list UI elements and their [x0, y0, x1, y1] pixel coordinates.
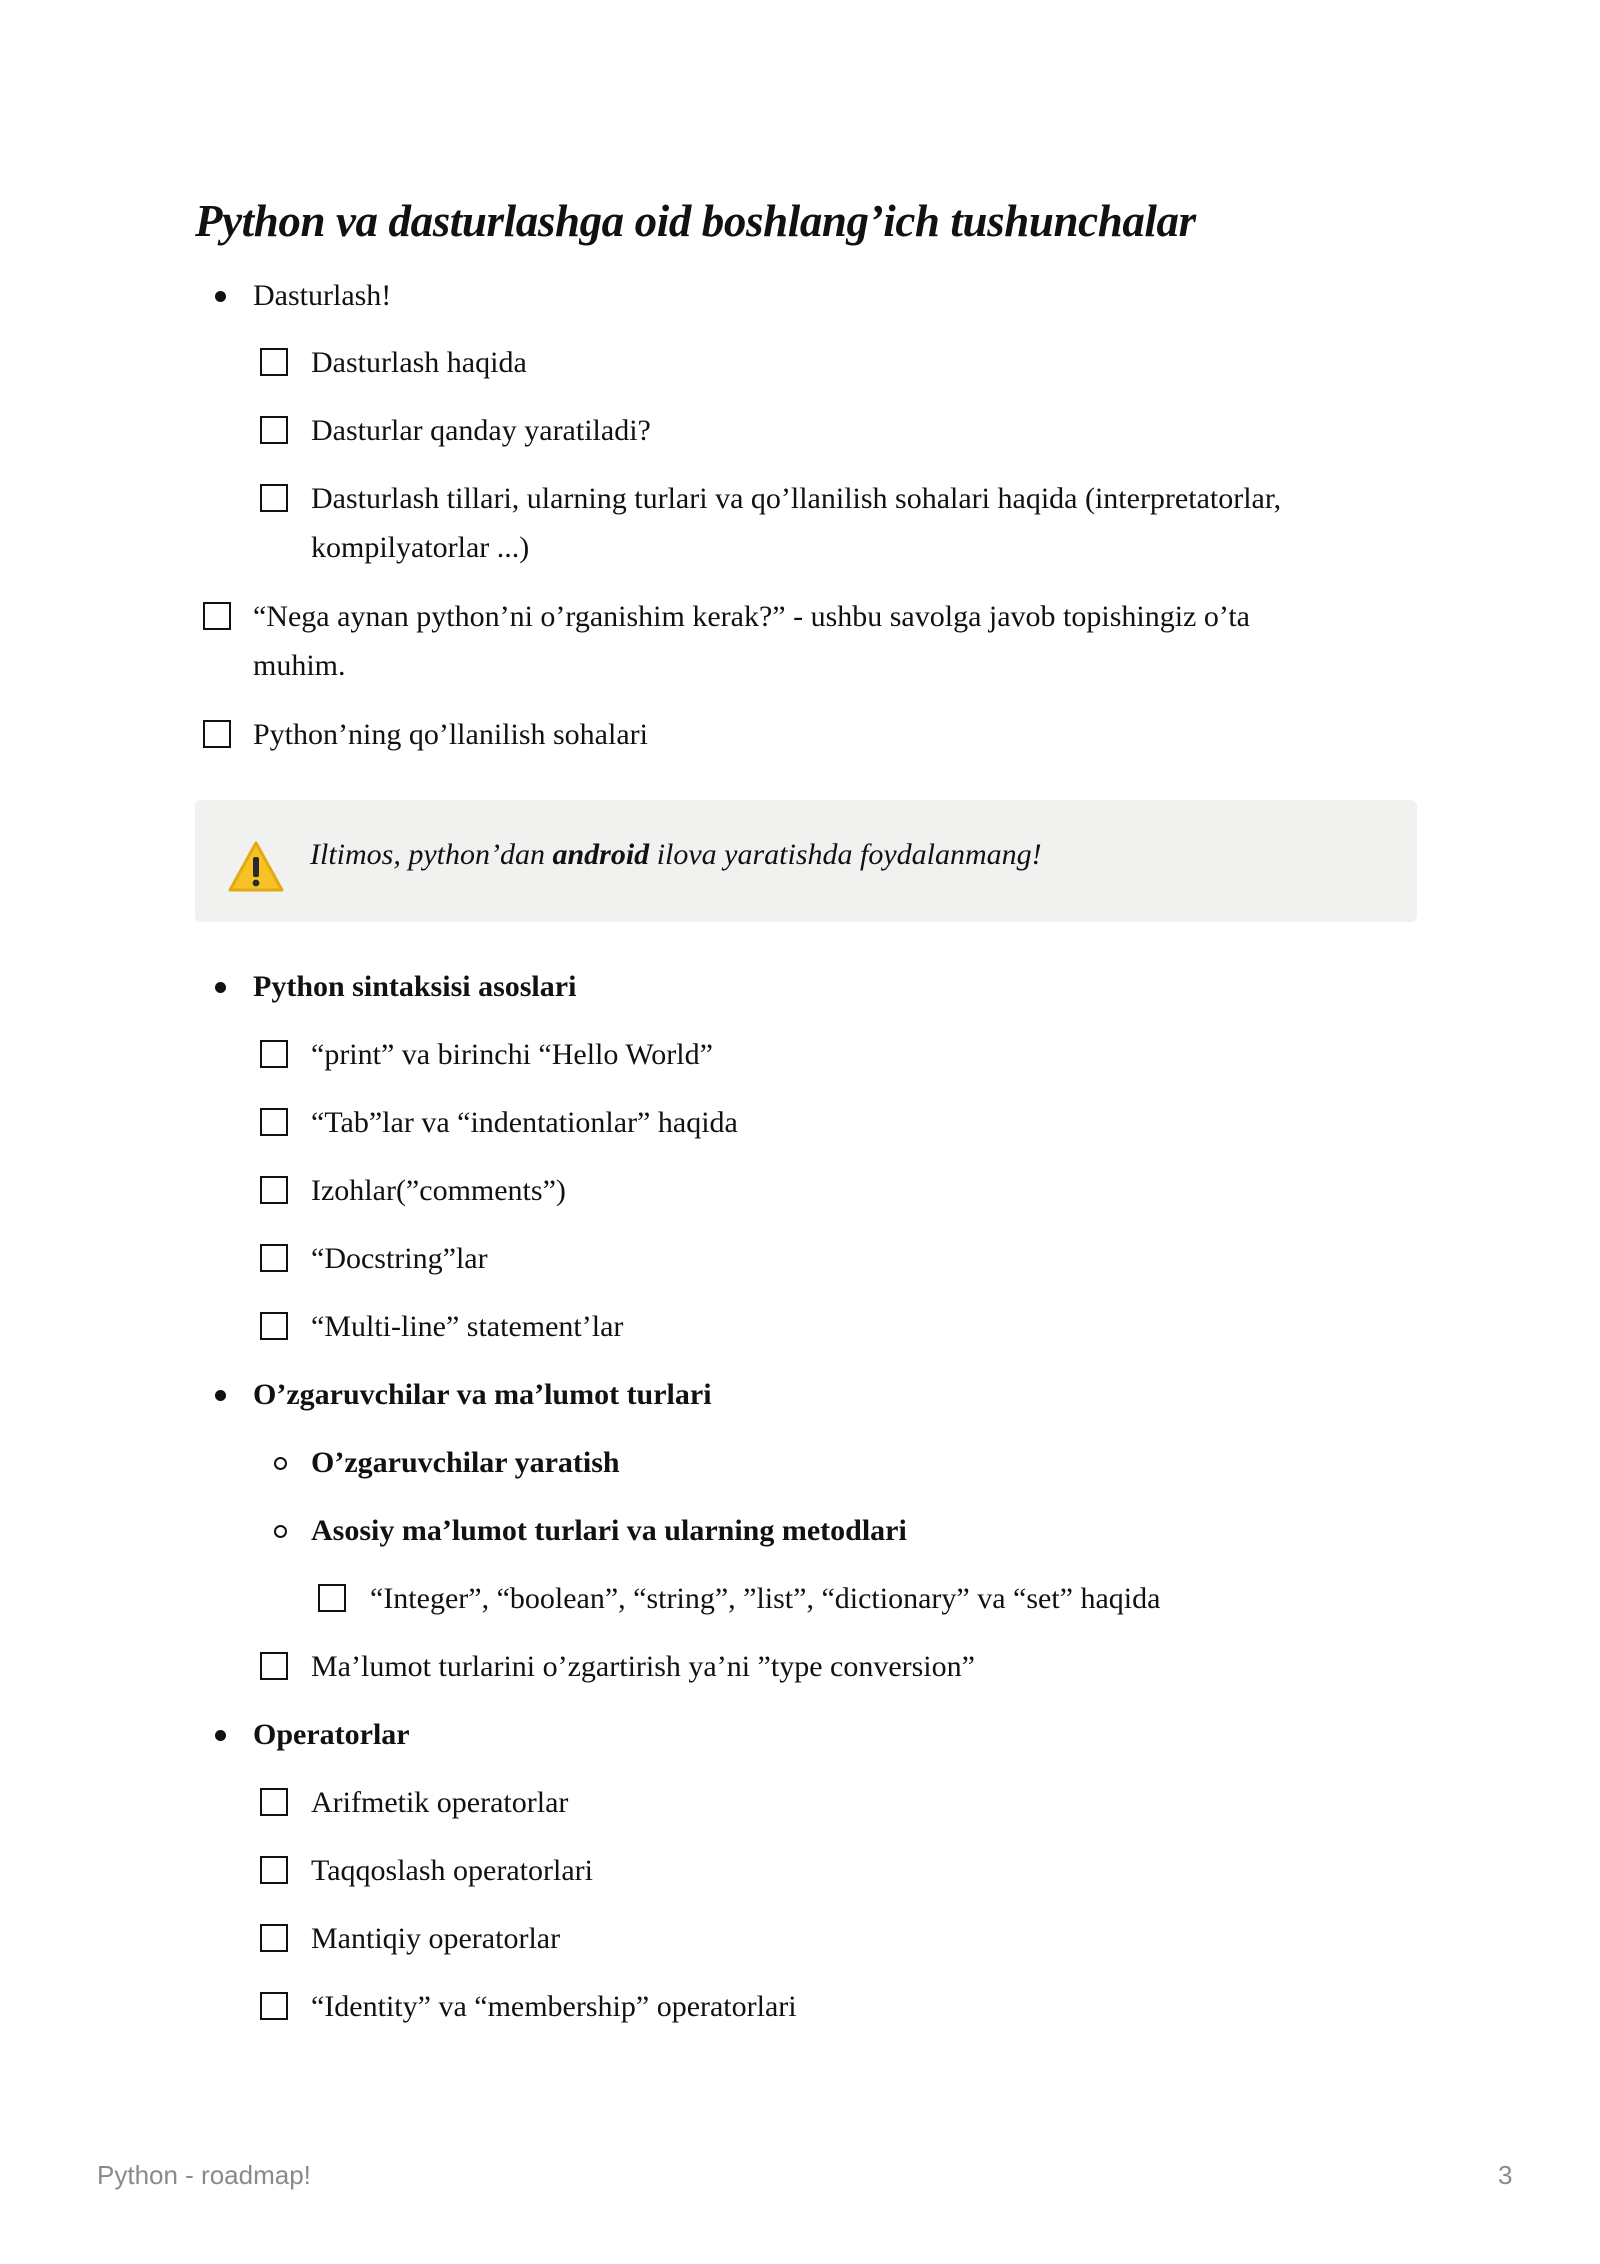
checkbox-icon[interactable] [260, 1788, 288, 1816]
checklist-item-text: “Multi-line” statement’lar [311, 1310, 624, 1343]
bullet-icon [215, 1730, 226, 1741]
checklist-item-text: Taqqoslash operatorlari [311, 1854, 593, 1887]
section-heading: Python sintaksisi asoslari [253, 970, 577, 1003]
bullet-icon [215, 982, 226, 993]
checkbox-icon[interactable] [260, 1108, 288, 1136]
checkbox-icon[interactable] [260, 1924, 288, 1952]
circle-bullet-icon [274, 1525, 287, 1538]
checkbox-icon[interactable] [260, 1040, 288, 1068]
footer-title: Python - roadmap! [97, 2160, 311, 2190]
checklist-item-text: “Identity” va “membership” operatorlari [311, 1990, 797, 2023]
checkbox-icon[interactable] [260, 1176, 288, 1204]
checklist-item-text: Ma’lumot turlarini o’zgartirish ya’ni ”type conversion” [311, 1650, 975, 1683]
callout-emphasis: android [552, 838, 650, 871]
checklist-item[interactable] [203, 710, 648, 759]
checklist-item-text: “Integer”, “boolean”, “string”, ”list”, “dictionary” va “set” haqida [370, 1582, 1161, 1615]
checklist-item-text-continued: muhim. [253, 649, 346, 682]
checkbox-icon[interactable] [203, 602, 231, 630]
checklist-item[interactable] [260, 1642, 975, 1691]
circle-bullet-icon [274, 1457, 287, 1470]
checkbox-icon[interactable] [260, 1244, 288, 1272]
checklist-item[interactable] [260, 1778, 568, 1827]
checklist-item-text: “Docstring”lar [311, 1242, 488, 1275]
checklist-item[interactable] [260, 406, 651, 455]
checklist-item[interactable] [260, 1030, 713, 1079]
sub-list-item [274, 1438, 620, 1487]
page-title: Python va dasturlashga oid boshlang’ich tushunchalar [195, 196, 1196, 246]
sub-heading: Asosiy ma’lumot turlari va ularning metodlari [311, 1514, 907, 1547]
sub-list-item [274, 1506, 907, 1555]
checkbox-icon[interactable] [260, 484, 288, 512]
checkbox-icon[interactable] [318, 1584, 346, 1612]
checklist-item-text: Dasturlash tillari, ularning turlari va qo’llanilish sohalari haqida (interpretatorlar, [311, 482, 1282, 515]
checklist-item[interactable] [260, 338, 527, 387]
checkbox-icon[interactable] [260, 348, 288, 376]
checklist-item-text: Dasturlash haqida [311, 346, 527, 379]
checklist-item-text-continued: kompilyatorlar ...) [311, 531, 530, 564]
checklist-item-text: Izohlar(”comments”) [311, 1174, 566, 1207]
checklist-item[interactable] [260, 1846, 593, 1895]
checklist-item[interactable] [260, 1914, 560, 1963]
sub-heading: O’zgaruvchilar yaratish [311, 1446, 620, 1479]
checklist-item-text: “Tab”lar va “indentationlar” haqida [311, 1106, 738, 1139]
list-item [215, 962, 576, 1011]
bullet-icon [215, 1390, 226, 1401]
checkbox-icon[interactable] [260, 1992, 288, 2020]
checklist-item[interactable] [260, 474, 1281, 572]
checklist-item[interactable] [260, 1302, 623, 1351]
checklist-item[interactable] [260, 1982, 797, 2031]
checklist-item-text: Dasturlar qanday yaratiladi? [311, 414, 651, 447]
checklist-item-text: Arifmetik operatorlar [311, 1786, 569, 1819]
checklist-item-text: Mantiqiy operatorlar [311, 1922, 561, 1955]
warning-icon [227, 840, 285, 894]
warning-callout [195, 800, 1417, 922]
checklist-item[interactable] [260, 1234, 488, 1283]
checklist-item-text: “print” va birinchi “Hello World” [311, 1038, 713, 1071]
checkbox-icon[interactable] [260, 1312, 288, 1340]
checklist-item[interactable] [203, 592, 1250, 690]
checklist-item[interactable] [260, 1166, 566, 1215]
section-heading: O’zgaruvchilar va ma’lumot turlari [253, 1378, 712, 1411]
list-item [215, 1710, 410, 1759]
section-heading: Operatorlar [253, 1718, 410, 1751]
checklist-item-text: Python’ning qo’llanilish sohalari [253, 718, 648, 751]
page-number: 3 [1498, 2160, 1513, 2190]
list-item [215, 271, 391, 320]
checkbox-icon[interactable] [203, 720, 231, 748]
list-item-text: Dasturlash! [253, 279, 392, 312]
checkbox-icon[interactable] [260, 1652, 288, 1680]
callout-text: Iltimos, python’dan android ilova yaratishda foydalanmang! [310, 838, 1042, 871]
list-item [215, 1370, 712, 1419]
checkbox-icon[interactable] [260, 1856, 288, 1884]
checklist-item-text: “Nega aynan python’ni o’rganishim kerak?” - ushbu savolga javob topishingiz o’ta [253, 600, 1250, 633]
checklist-item[interactable] [260, 1098, 738, 1147]
checklist-item[interactable] [318, 1574, 1160, 1623]
bullet-icon [215, 291, 226, 302]
checkbox-icon[interactable] [260, 416, 288, 444]
